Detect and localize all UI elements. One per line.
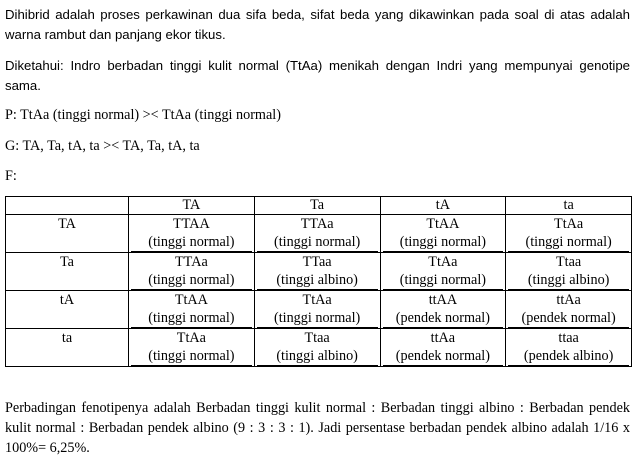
offspring-cell [380,329,506,367]
phenotype: (tinggi normal) [131,347,252,366]
phenotype: (tinggi albino) [508,271,629,290]
genotype: TtAa [428,254,458,270]
table-row [6,291,632,329]
punnett-square-table [5,196,632,367]
phenotype: (tinggi albino) [257,271,378,290]
offspring-cell [506,291,632,329]
table-row [6,253,632,291]
genotype: ttAa [556,292,581,308]
corner-cell [6,197,129,215]
phenotype: (tinggi normal) [131,271,252,290]
offspring-cell [254,291,380,329]
phenotype: (tinggi albino) [257,347,378,366]
header-cell: ta [506,197,632,215]
row-label: TA [6,215,129,253]
phenotype: (tinggi normal) [131,309,252,328]
offspring-cell [129,291,255,329]
genotype: Ttaa [304,330,330,346]
table-row [6,329,632,367]
genotype: TtAA [174,292,208,308]
genotype: TtAa [176,330,206,346]
phenotype: (pendek albino) [508,347,629,366]
given-paragraph: Diketahui: Indro berbadan tinggi kulit normal (TtAa) menikah dengan Indri yang mempunyai genotipe sama. [5,58,630,93]
header-cell: tA [380,197,506,215]
offspring-cell [254,329,380,367]
genotype: TTAA [173,216,210,232]
intro-paragraph: Dihibrid adalah proses perkawinan dua sifa beda, sifat beda yang dikawinkan pada soal di atas adalah warna rambut dan panjang ekor tikus. [5,7,630,42]
row-label: Ta [6,253,129,291]
offspring-cell [506,329,632,367]
offspring-cell [380,253,506,291]
phenotype: (tinggi normal) [131,233,252,252]
offspring-cell [380,215,506,253]
phenotype: (tinggi normal) [383,233,504,252]
phenotype: (tinggi normal) [257,233,378,252]
offspring-cell [254,253,380,291]
gamete-line: G: TA, Ta, tA, ta >< TA, Ta, tA, ta [5,138,200,154]
offspring-cell [129,215,255,253]
offspring-cell [380,291,506,329]
genotype: TtAA [426,216,460,232]
parent-cross-line: P: TtAa (tinggi normal) >< TtAa (tinggi normal) [5,107,281,123]
table-header-row [6,197,632,215]
genotype: ttAA [428,292,458,308]
genotype: ttAa [430,330,456,346]
header-cell: Ta [254,197,380,215]
offspring-cell [129,253,255,291]
phenotype: (tinggi normal) [508,233,629,252]
phenotype: (pendek normal) [508,309,629,328]
row-label: tA [6,291,129,329]
genotype: ttaa [558,330,579,346]
f-label: F: [5,168,17,184]
phenotype: (pendek normal) [383,347,504,366]
genotype: Ttaa [556,254,582,270]
offspring-cell [506,215,632,253]
genotype: TTAa [300,216,334,232]
genotype: TTaa [302,254,332,270]
header-cell: TA [129,197,255,215]
offspring-cell [129,329,255,367]
offspring-cell [506,253,632,291]
table-row [6,215,632,253]
conclusion-paragraph: Perbadingan fenotipenya adalah Berbadan tinggi kulit normal : Berbadan tinggi albino : Berbadan pendek kulit normal : Berbadan pendek albino (9 : 3 : 3 : 1). Jadi persentase berbadan pendek albino adalah 1/16 x 100%= 6,25%. [5,400,630,456]
genotype: TtAa [302,292,332,308]
genotype: TTAa [175,254,208,270]
phenotype: (pendek normal) [383,309,504,328]
row-label: ta [6,329,129,367]
phenotype: (tinggi normal) [257,309,378,328]
genotype: TtAa [554,216,584,232]
phenotype: (tinggi normal) [383,271,504,290]
offspring-cell [254,215,380,253]
